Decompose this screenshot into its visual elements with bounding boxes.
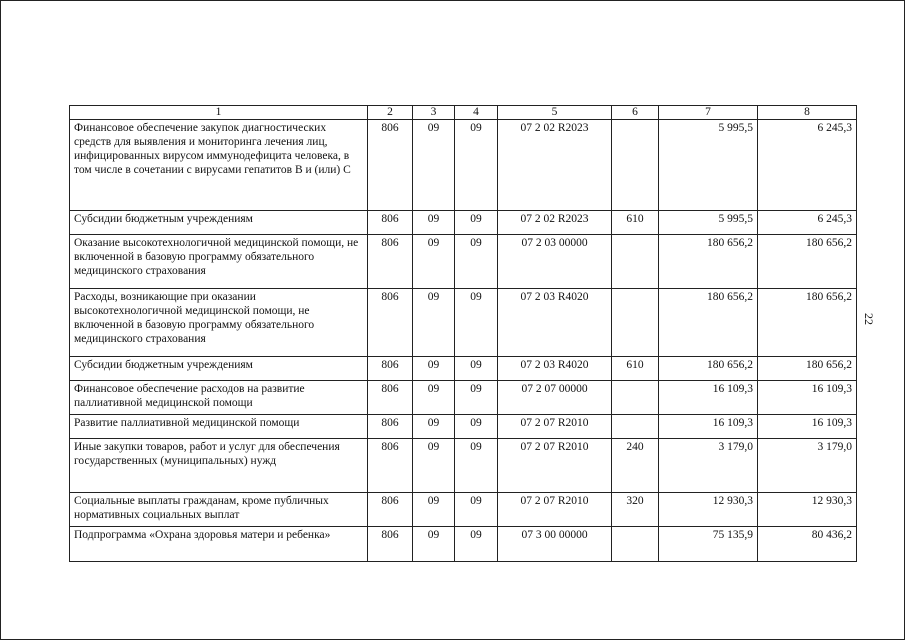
row-amount-year2-cell: 16 109,3 bbox=[758, 381, 857, 415]
row-amount-year2-cell: 16 109,3 bbox=[758, 415, 857, 439]
row-ministry-code-cell: 806 bbox=[368, 527, 413, 562]
row-ministry-code-cell: 806 bbox=[368, 120, 413, 211]
header-cell-6: 6 bbox=[612, 106, 659, 120]
row-section-cell: 09 bbox=[413, 357, 455, 381]
row-amount-year2-cell: 80 436,2 bbox=[758, 527, 857, 562]
row-ministry-code-cell: 806 bbox=[368, 289, 413, 357]
row-target-article-cell: 07 2 03 R4020 bbox=[498, 357, 612, 381]
row-name-cell: Подпрограмма «Охрана здоровья матери и ребенка» bbox=[70, 527, 368, 562]
row-target-article-cell: 07 2 07 R2010 bbox=[498, 439, 612, 493]
header-cell-8: 8 bbox=[758, 106, 857, 120]
row-expense-type-cell bbox=[612, 381, 659, 415]
row-amount-year2-cell: 180 656,2 bbox=[758, 357, 857, 381]
row-amount-year2-cell: 12 930,3 bbox=[758, 493, 857, 527]
row-section-cell: 09 bbox=[413, 381, 455, 415]
row-target-article-cell: 07 2 07 R2010 bbox=[498, 415, 612, 439]
row-section-cell: 09 bbox=[413, 527, 455, 562]
row-expense-type-cell: 240 bbox=[612, 439, 659, 493]
row-subsection-cell: 09 bbox=[455, 493, 498, 527]
row-name-cell: Развитие паллиативной медицинской помощи bbox=[70, 415, 368, 439]
table-header-row bbox=[70, 106, 857, 120]
row-amount-year1-cell: 5 995,5 bbox=[659, 211, 758, 235]
row-name-cell: Финансовое обеспечение расходов на развитие паллиативной медицинской помощи bbox=[70, 381, 368, 415]
row-expense-type-cell bbox=[612, 289, 659, 357]
header-cell-2: 2 bbox=[368, 106, 413, 120]
row-amount-year2-cell: 180 656,2 bbox=[758, 289, 857, 357]
table-row bbox=[70, 211, 857, 235]
row-subsection-cell: 09 bbox=[455, 357, 498, 381]
row-amount-year1-cell: 75 135,9 bbox=[659, 527, 758, 562]
row-section-cell: 09 bbox=[413, 120, 455, 211]
row-section-cell: 09 bbox=[413, 235, 455, 289]
row-amount-year1-cell: 5 995,5 bbox=[659, 120, 758, 211]
table-row bbox=[70, 415, 857, 439]
row-subsection-cell: 09 bbox=[455, 381, 498, 415]
row-target-article-cell: 07 2 07 00000 bbox=[498, 381, 612, 415]
row-target-article-cell: 07 3 00 00000 bbox=[498, 527, 612, 562]
row-ministry-code-cell: 806 bbox=[368, 235, 413, 289]
row-ministry-code-cell: 806 bbox=[368, 357, 413, 381]
row-ministry-code-cell: 806 bbox=[368, 415, 413, 439]
row-subsection-cell: 09 bbox=[455, 235, 498, 289]
row-section-cell: 09 bbox=[413, 415, 455, 439]
row-target-article-cell: 07 2 03 R4020 bbox=[498, 289, 612, 357]
row-amount-year2-cell: 6 245,3 bbox=[758, 120, 857, 211]
table-row bbox=[70, 357, 857, 381]
row-amount-year1-cell: 3 179,0 bbox=[659, 439, 758, 493]
row-amount-year1-cell: 180 656,2 bbox=[659, 357, 758, 381]
row-name-cell: Финансовое обеспечение закупок диагностических средств для выявления и мониторинга лечения лиц, инфицированных вирусом иммунодефицита человека, в том числе в сочетании с вирусами гепатитов В и (или) С bbox=[70, 120, 368, 211]
row-ministry-code-cell: 806 bbox=[368, 211, 413, 235]
row-subsection-cell: 09 bbox=[455, 211, 498, 235]
row-amount-year1-cell: 180 656,2 bbox=[659, 289, 758, 357]
header-cell-7: 7 bbox=[659, 106, 758, 120]
table-row bbox=[70, 439, 857, 493]
header-cell-5: 5 bbox=[498, 106, 612, 120]
row-subsection-cell: 09 bbox=[455, 415, 498, 439]
header-cell-1: 1 bbox=[70, 106, 368, 120]
row-name-cell: Субсидии бюджетным учреждениям bbox=[70, 211, 368, 235]
table-row bbox=[70, 120, 857, 211]
row-section-cell: 09 bbox=[413, 439, 455, 493]
table-row bbox=[70, 527, 857, 562]
header-cell-3: 3 bbox=[413, 106, 455, 120]
row-expense-type-cell bbox=[612, 415, 659, 439]
row-amount-year1-cell: 16 109,3 bbox=[659, 415, 758, 439]
row-section-cell: 09 bbox=[413, 289, 455, 357]
table-row bbox=[70, 289, 857, 357]
row-target-article-cell: 07 2 03 00000 bbox=[498, 235, 612, 289]
row-ministry-code-cell: 806 bbox=[368, 493, 413, 527]
row-section-cell: 09 bbox=[413, 211, 455, 235]
table-row bbox=[70, 235, 857, 289]
table-row bbox=[70, 493, 857, 527]
row-name-cell: Субсидии бюджетным учреждениям bbox=[70, 357, 368, 381]
row-subsection-cell: 09 bbox=[455, 439, 498, 493]
row-amount-year1-cell: 180 656,2 bbox=[659, 235, 758, 289]
row-name-cell: Иные закупки товаров, работ и услуг для обеспечения государственных (муниципальных) нужд bbox=[70, 439, 368, 493]
row-name-cell: Социальные выплаты гражданам, кроме публичных нормативных социальных выплат bbox=[70, 493, 368, 527]
row-expense-type-cell: 610 bbox=[612, 357, 659, 381]
row-expense-type-cell: 610 bbox=[612, 211, 659, 235]
row-target-article-cell: 07 2 07 R2010 bbox=[498, 493, 612, 527]
row-ministry-code-cell: 806 bbox=[368, 381, 413, 415]
page-number: 22 bbox=[862, 313, 876, 325]
header-cell-4: 4 bbox=[455, 106, 498, 120]
row-expense-type-cell: 320 bbox=[612, 493, 659, 527]
row-name-cell: Оказание высокотехнологичной медицинской помощи, не включенной в базовую программу обязательного медицинского страхования bbox=[70, 235, 368, 289]
budget-table bbox=[69, 105, 857, 562]
table-row bbox=[70, 381, 857, 415]
row-amount-year1-cell: 16 109,3 bbox=[659, 381, 758, 415]
row-expense-type-cell bbox=[612, 120, 659, 211]
row-subsection-cell: 09 bbox=[455, 120, 498, 211]
row-subsection-cell: 09 bbox=[455, 527, 498, 562]
row-amount-year1-cell: 12 930,3 bbox=[659, 493, 758, 527]
row-expense-type-cell bbox=[612, 235, 659, 289]
row-subsection-cell: 09 bbox=[455, 289, 498, 357]
row-name-cell: Расходы, возникающие при оказании высокотехнологичной медицинской помощи, не включенной в базовую программу обязательного медицинского страхования bbox=[70, 289, 368, 357]
row-amount-year2-cell: 6 245,3 bbox=[758, 211, 857, 235]
row-amount-year2-cell: 3 179,0 bbox=[758, 439, 857, 493]
row-section-cell: 09 bbox=[413, 493, 455, 527]
row-amount-year2-cell: 180 656,2 bbox=[758, 235, 857, 289]
row-target-article-cell: 07 2 02 R2023 bbox=[498, 120, 612, 211]
row-expense-type-cell bbox=[612, 527, 659, 562]
row-ministry-code-cell: 806 bbox=[368, 439, 413, 493]
row-target-article-cell: 07 2 02 R2023 bbox=[498, 211, 612, 235]
